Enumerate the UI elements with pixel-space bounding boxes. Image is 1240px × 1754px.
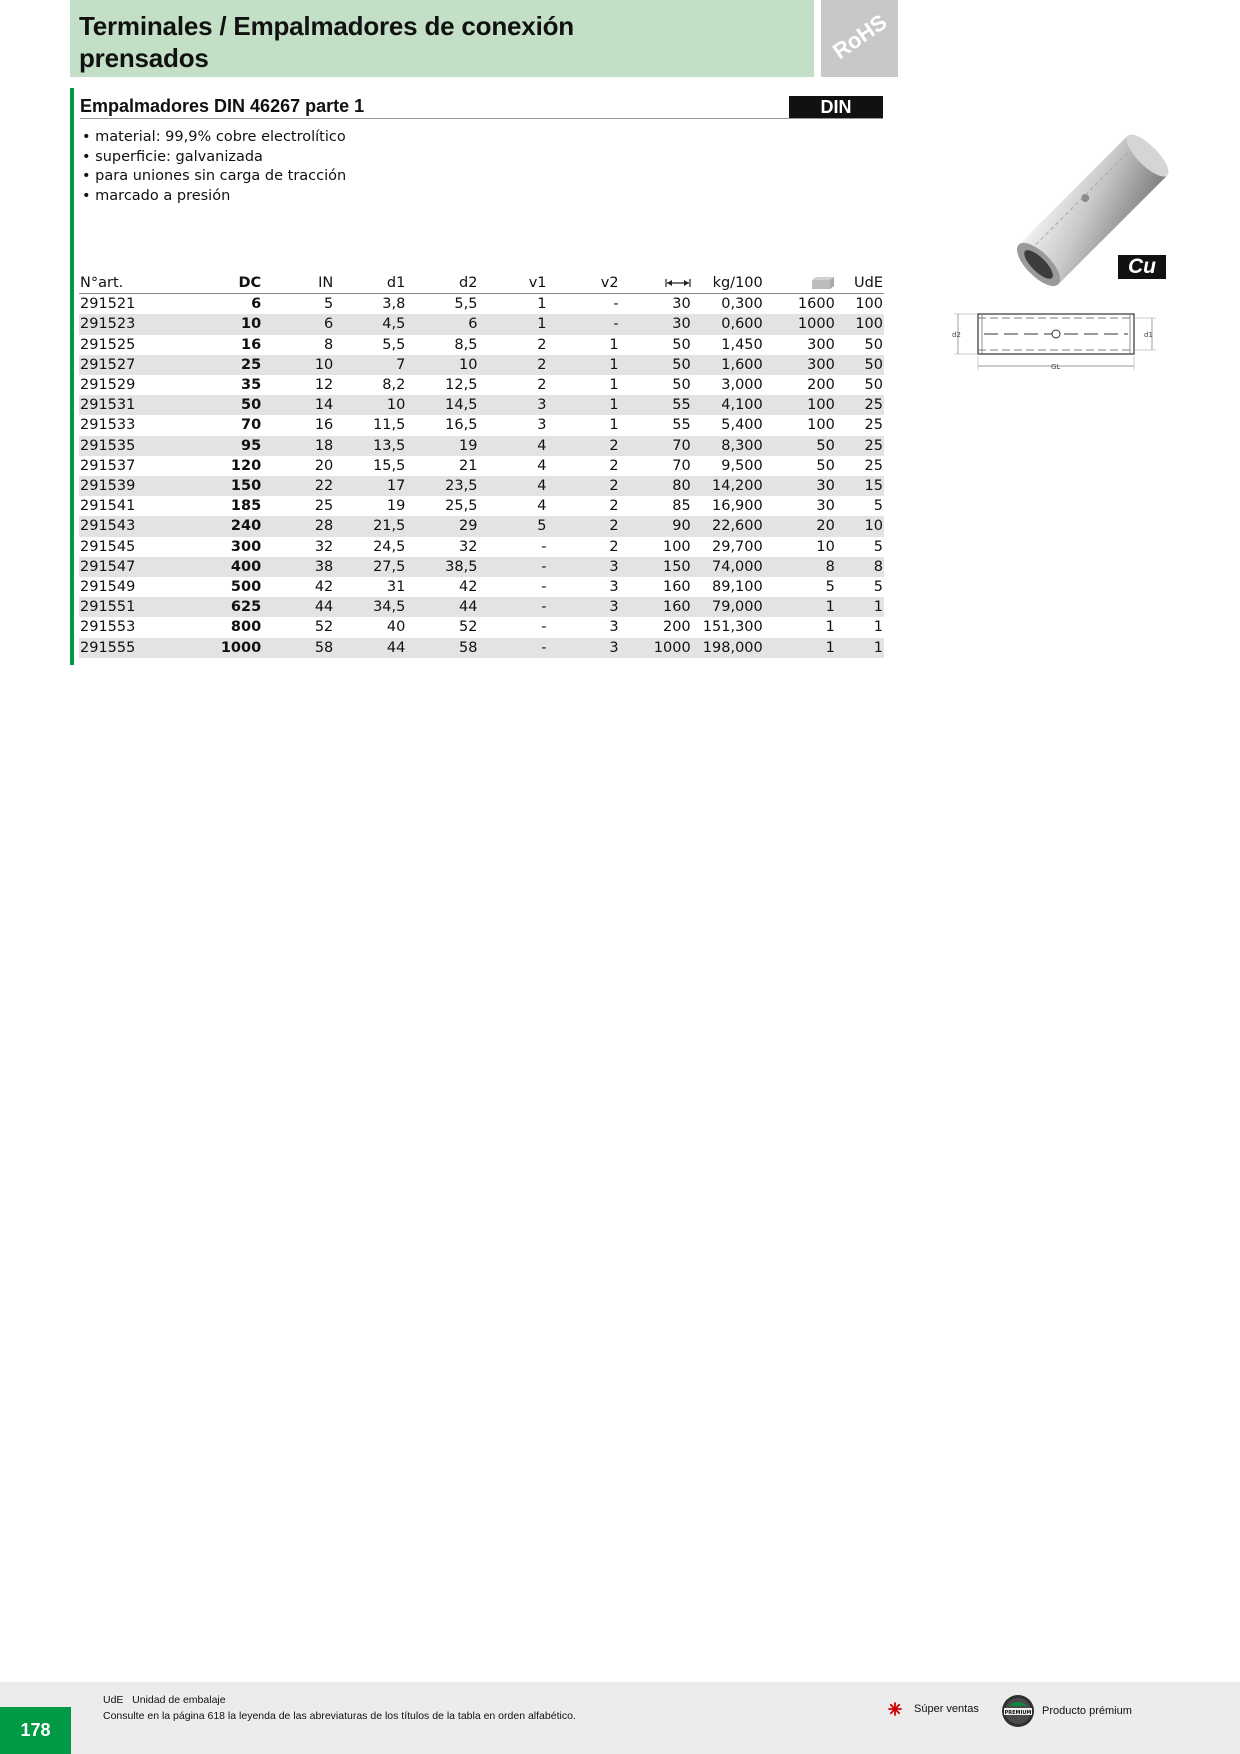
legend-premium [1000,1694,1132,1728]
cell-in: 22 [262,476,334,496]
table-row [79,375,884,395]
cell-v1: 4 [478,436,547,456]
cell-article: 291547 [79,557,165,577]
cell-dc: 50 [165,395,262,415]
table-row [79,537,884,557]
cell-in: 20 [262,456,334,476]
cell-pack: 5 [764,577,836,597]
col-header-pack [764,273,836,294]
cell-dc: 185 [165,496,262,516]
cell-article: 291555 [79,638,165,658]
col-header-in: IN [262,273,334,294]
table-row [79,436,884,456]
cell-article: 291529 [79,375,165,395]
cell-v1: - [478,577,547,597]
cell-pack: 100 [764,395,836,415]
cell-d1: 34,5 [334,597,406,617]
cell-d1: 24,5 [334,537,406,557]
cell-dc: 400 [165,557,262,577]
cell-d1: 15,5 [334,456,406,476]
cell-ude: 50 [836,375,884,395]
cell-ude: 5 [836,537,884,557]
cell-ude: 10 [836,516,884,536]
cell-d2: 58 [406,638,478,658]
cell-pack: 200 [764,375,836,395]
cell-article: 291541 [79,496,165,516]
cell-weight: 0,600 [692,314,764,334]
cell-dc: 150 [165,476,262,496]
cell-d2: 52 [406,617,478,637]
cell-dc: 240 [165,516,262,536]
section-title: Empalmadores DIN 46267 parte 1 [80,96,365,116]
cell-dc: 35 [165,375,262,395]
cell-length: 50 [620,375,692,395]
col-header-v2: v2 [548,273,620,294]
cell-d1: 8,2 [334,375,406,395]
cell-d1: 10 [334,395,406,415]
cell-v1: 2 [478,335,547,355]
cell-in: 5 [262,294,334,315]
cell-v2: 2 [548,516,620,536]
cell-dc: 25 [165,355,262,375]
cell-d1: 11,5 [334,415,406,435]
cell-weight: 89,100 [692,577,764,597]
cell-dc: 120 [165,456,262,476]
cell-v2: 3 [548,597,620,617]
cell-v2: 2 [548,496,620,516]
cell-pack: 1 [764,597,836,617]
cell-v2: 1 [548,355,620,375]
cell-pack: 1 [764,617,836,637]
cell-d1: 19 [334,496,406,516]
cell-in: 42 [262,577,334,597]
cell-length: 100 [620,537,692,557]
cell-d1: 21,5 [334,516,406,536]
cell-ude: 5 [836,496,884,516]
d2-label: d2 [952,331,961,339]
cell-d2: 32 [406,537,478,557]
copper-badge: Cu [1118,255,1166,279]
cell-ude: 1 [836,638,884,658]
cell-pack: 1000 [764,314,836,334]
cell-in: 10 [262,355,334,375]
cell-in: 32 [262,537,334,557]
cell-length: 50 [620,335,692,355]
cell-pack: 30 [764,496,836,516]
cell-d2: 29 [406,516,478,536]
col-header-length [620,273,692,294]
cell-in: 44 [262,597,334,617]
table-row [79,476,884,496]
cell-article: 291531 [79,395,165,415]
cell-d2: 42 [406,577,478,597]
cell-v1: 1 [478,314,547,334]
col-header-weight: kg/100 [692,273,764,294]
premium-badge-icon [1000,1694,1036,1728]
cell-ude: 8 [836,557,884,577]
footer-notes [103,1692,576,1724]
cell-dc: 70 [165,415,262,435]
legend-bestseller-label: Súper ventas [914,1703,979,1715]
cell-length: 80 [620,476,692,496]
cell-d1: 31 [334,577,406,597]
cell-dc: 1000 [165,638,262,658]
col-header-d2: d2 [406,273,478,294]
cell-d2: 25,5 [406,496,478,516]
cell-v1: 2 [478,355,547,375]
cell-weight: 1,450 [692,335,764,355]
cell-dc: 95 [165,436,262,456]
page-number: 178 [0,1707,71,1754]
cell-d1: 27,5 [334,557,406,577]
cell-length: 90 [620,516,692,536]
cell-ude: 50 [836,355,884,375]
cell-v1: 5 [478,516,547,536]
cell-d2: 21 [406,456,478,476]
col-header-dc: DC [165,273,262,294]
cell-d2: 12,5 [406,375,478,395]
cell-pack: 100 [764,415,836,435]
cell-article: 291533 [79,415,165,435]
cell-length: 160 [620,597,692,617]
cell-in: 12 [262,375,334,395]
cell-v1: - [478,557,547,577]
cell-pack: 1600 [764,294,836,315]
cell-d1: 5,5 [334,335,406,355]
cell-pack: 30 [764,476,836,496]
table-row [79,577,884,597]
cell-d1: 44 [334,638,406,658]
cell-length: 55 [620,415,692,435]
cell-length: 55 [620,395,692,415]
cell-in: 28 [262,516,334,536]
cell-pack: 50 [764,456,836,476]
cell-d2: 38,5 [406,557,478,577]
cell-pack: 300 [764,335,836,355]
dimension-drawing [948,306,1160,374]
cell-in: 16 [262,415,334,435]
cell-d1: 13,5 [334,436,406,456]
cell-dc: 500 [165,577,262,597]
col-header-article: N°art. [79,273,165,294]
rohs-label: RoHS [828,9,892,65]
cell-ude: 25 [836,436,884,456]
table-body [79,294,884,658]
cell-d2: 19 [406,436,478,456]
cell-in: 6 [262,314,334,334]
cell-weight: 74,000 [692,557,764,577]
footer-abbrev-note: UdE Unidad de embalaje [103,1694,226,1706]
cell-dc: 300 [165,537,262,557]
cell-d1: 17 [334,476,406,496]
table-row [79,314,884,334]
cell-article: 291543 [79,516,165,536]
cell-length: 30 [620,314,692,334]
cell-article: 291525 [79,335,165,355]
cell-weight: 16,900 [692,496,764,516]
legend-premium-label: Producto prémium [1042,1705,1132,1717]
cell-d2: 8,5 [406,335,478,355]
cell-v2: 2 [548,436,620,456]
cell-length: 150 [620,557,692,577]
rohs-badge [821,0,898,77]
cell-weight: 0,300 [692,294,764,315]
cell-d1: 4,5 [334,314,406,334]
cell-ude: 100 [836,314,884,334]
cell-v2: 3 [548,638,620,658]
cell-ude: 50 [836,335,884,355]
cell-d2: 44 [406,597,478,617]
cell-article: 291537 [79,456,165,476]
cell-in: 58 [262,638,334,658]
package-box-icon [811,276,835,290]
feature-item: • para uniones sin carga de tracción [82,167,346,187]
cell-article: 291539 [79,476,165,496]
table-row [79,516,884,536]
cell-weight: 79,000 [692,597,764,617]
cell-length: 200 [620,617,692,637]
section-accent-bar [70,88,74,665]
cell-weight: 8,300 [692,436,764,456]
cell-weight: 4,100 [692,395,764,415]
cell-weight: 29,700 [692,537,764,557]
cell-d2: 14,5 [406,395,478,415]
premium-badge-text: PREMIUM [1004,1710,1032,1716]
feature-list [82,128,346,206]
cell-v2: 1 [548,395,620,415]
table-row [79,617,884,637]
cell-dc: 625 [165,597,262,617]
table-row [79,638,884,658]
page-title: Terminales / Empalmadores de conexión prensados [79,11,574,73]
section-divider [80,118,883,119]
cell-in: 25 [262,496,334,516]
col-header-ude: UdE [836,273,884,294]
cell-article: 291521 [79,294,165,315]
cell-v2: 1 [548,415,620,435]
din-badge: DIN [789,96,883,118]
cell-article: 291553 [79,617,165,637]
feature-item: • material: 99,9% cobre electrolítico [82,128,346,148]
feature-item: • superficie: galvanizada [82,148,346,168]
cell-weight: 5,400 [692,415,764,435]
cell-v2: - [548,294,620,315]
cell-length: 50 [620,355,692,375]
cell-v2: 2 [548,476,620,496]
cell-pack: 20 [764,516,836,536]
cell-weight: 3,000 [692,375,764,395]
cell-length: 70 [620,436,692,456]
cell-dc: 10 [165,314,262,334]
cell-v1: 4 [478,476,547,496]
cell-article: 291527 [79,355,165,375]
cell-v1: 4 [478,456,547,476]
cell-dc: 16 [165,335,262,355]
cell-v1: - [478,638,547,658]
cell-v2: 3 [548,577,620,597]
col-header-d1: d1 [334,273,406,294]
cell-pack: 50 [764,436,836,456]
cell-article: 291549 [79,577,165,597]
cell-in: 8 [262,335,334,355]
cell-weight: 198,000 [692,638,764,658]
table-row [79,294,884,315]
cell-v1: 1 [478,294,547,315]
cell-in: 18 [262,436,334,456]
cell-length: 70 [620,456,692,476]
table-header-row [79,273,884,294]
title-band [70,0,814,77]
cell-in: 38 [262,557,334,577]
cell-d2: 10 [406,355,478,375]
cell-ude: 25 [836,395,884,415]
cell-article: 291545 [79,537,165,557]
cell-v1: - [478,597,547,617]
d1-label: d1 [1144,331,1153,339]
feature-item: • marcado a presión [82,187,346,207]
cell-v1: - [478,617,547,637]
table-row [79,597,884,617]
length-arrows-icon [665,278,691,288]
cell-weight: 1,600 [692,355,764,375]
table-row [79,496,884,516]
cell-article: 291535 [79,436,165,456]
cell-weight: 9,500 [692,456,764,476]
star-icon [888,1702,902,1716]
cell-pack: 1 [764,638,836,658]
cell-ude: 15 [836,476,884,496]
cell-v1: 2 [478,375,547,395]
cell-d1: 40 [334,617,406,637]
cell-v2: 3 [548,557,620,577]
cell-v2: 1 [548,335,620,355]
cell-pack: 10 [764,537,836,557]
cell-length: 85 [620,496,692,516]
legend-bestseller [888,1702,979,1716]
col-header-v1: v1 [478,273,547,294]
cell-v2: 2 [548,537,620,557]
cell-ude: 25 [836,415,884,435]
cell-length: 1000 [620,638,692,658]
cell-v2: 2 [548,456,620,476]
table-row [79,355,884,375]
cell-dc: 6 [165,294,262,315]
cell-v1: - [478,537,547,557]
cell-weight: 151,300 [692,617,764,637]
cell-ude: 5 [836,577,884,597]
cell-d2: 5,5 [406,294,478,315]
cell-ude: 1 [836,617,884,637]
cell-d1: 3,8 [334,294,406,315]
gl-label: GL [1051,363,1061,371]
table-row [79,415,884,435]
table-row [79,456,884,476]
cell-v2: 1 [548,375,620,395]
cell-v1: 4 [478,496,547,516]
cell-v2: - [548,314,620,334]
table-row [79,335,884,355]
table-row [79,395,884,415]
table-row [79,557,884,577]
cell-in: 14 [262,395,334,415]
cell-ude: 1 [836,597,884,617]
cell-d2: 16,5 [406,415,478,435]
cell-d2: 23,5 [406,476,478,496]
cell-v2: 3 [548,617,620,637]
cell-article: 291523 [79,314,165,334]
cell-ude: 25 [836,456,884,476]
cell-weight: 22,600 [692,516,764,536]
cell-pack: 300 [764,355,836,375]
cell-length: 160 [620,577,692,597]
product-table [79,273,884,658]
footer-legend-note: Consulte en la página 618 la leyenda de las abreviaturas de los títulos de la tabla en orden alfabético. [103,1710,576,1722]
cell-dc: 800 [165,617,262,637]
cell-ude: 100 [836,294,884,315]
cell-length: 30 [620,294,692,315]
cell-d2: 6 [406,314,478,334]
cell-weight: 14,200 [692,476,764,496]
cell-v1: 3 [478,415,547,435]
cell-in: 52 [262,617,334,637]
cell-v1: 3 [478,395,547,415]
cell-article: 291551 [79,597,165,617]
cell-d1: 7 [334,355,406,375]
cell-pack: 8 [764,557,836,577]
